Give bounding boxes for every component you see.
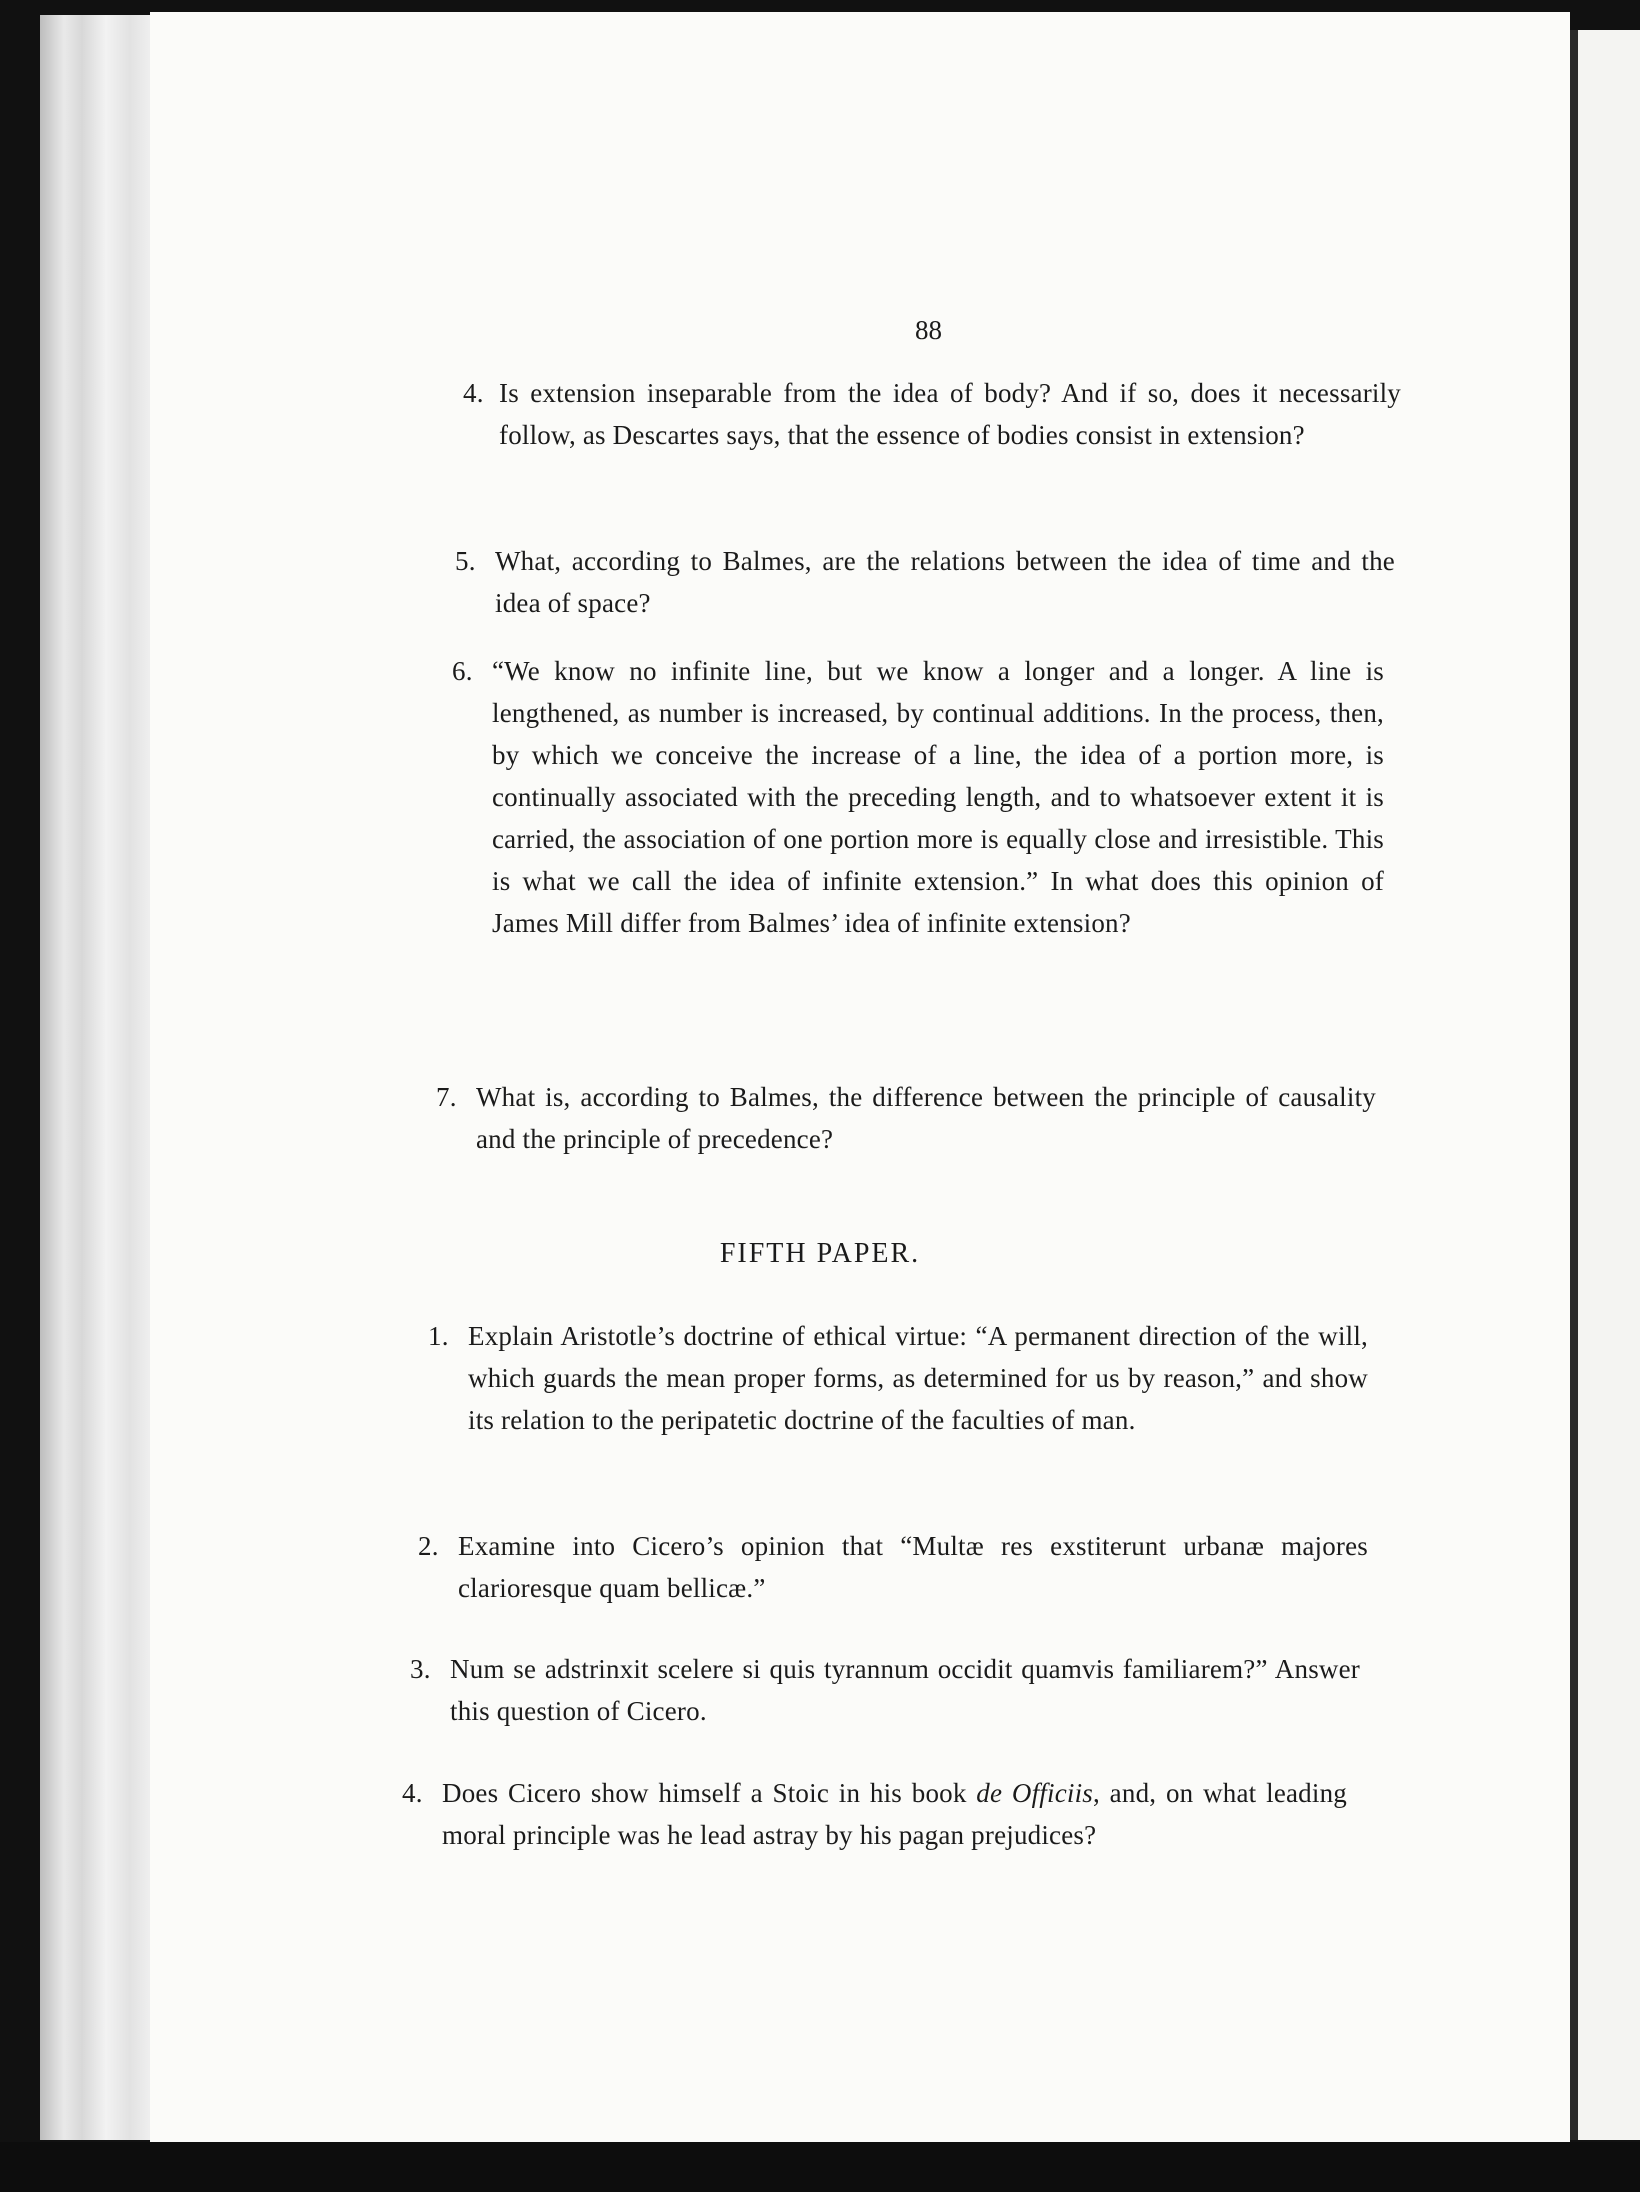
question-text <box>402 1772 1347 1856</box>
question-text <box>463 372 1401 456</box>
question-text-content: Does Cicero show himself a Stoic in his book <box>442 1778 977 1808</box>
question-number: 6. <box>452 656 473 686</box>
question-item <box>418 1525 1368 1609</box>
question-number: 2. <box>418 1531 439 1561</box>
question-item <box>410 1648 1360 1732</box>
question-text-content: Num se adstrinxit scelere si quis tyrannum occidit quamvis familiarem?” Answer this question of Cicero. <box>450 1654 1360 1726</box>
question-text-content: Explain Aristotle’s doctrine of ethical virtue: “A permanent direction of the will, which guards the mean proper forms, as determined for us by reason,” and show its relation to the peripatetic doctrine of the faculties of man. <box>468 1321 1368 1435</box>
question-text-content: What, according to Balmes, are the relations between the idea of time and the idea of space? <box>495 546 1395 618</box>
question-number: 1. <box>428 1321 449 1351</box>
question-number: 3. <box>410 1654 431 1684</box>
question-item <box>452 650 1384 944</box>
facing-page-edge <box>1570 30 1640 2140</box>
question-item <box>436 1076 1376 1160</box>
scan-bottom-border <box>0 2142 1640 2192</box>
question-text-content: Is extension inseparable from the idea of body? And if so, does it necessarily follow, as Descartes says, that the essence of bodies consist in extension? <box>499 378 1401 450</box>
question-number: 4. <box>463 378 484 408</box>
question-text <box>410 1648 1360 1732</box>
question-text-content: “We know no infinite line, but we know a longer and a longer. A line is lengthened, as number is increased, by continual additions. In the process, then, by which we conceive the increase of a line, the idea of a portion more, is continually associated with the preceding length, and to whatsoever extent it is carried, the association of one portion more is equally close and irresistible. This is what we call the idea of infinite extension.” In what does this opinion of James Mill differ from Balmes’ idea of infinite extension? <box>492 656 1384 938</box>
question-text-content: , and, on what leading moral principle was he lead astray by his pagan prejudices? <box>442 1778 1347 1850</box>
question-text-content: What is, according to Balmes, the difference between the principle of causality and the principle of precedence? <box>476 1082 1376 1154</box>
question-text <box>455 540 1395 624</box>
question-text <box>436 1076 1376 1160</box>
section-heading: FIFTH PAPER. <box>719 1238 921 1269</box>
book-title: de Officiis <box>976 1778 1093 1808</box>
page-number: 88 <box>915 315 942 345</box>
question-item <box>428 1315 1368 1441</box>
book-page-edges <box>40 15 160 2140</box>
question-item <box>402 1772 1347 1856</box>
question-text <box>452 650 1384 944</box>
question-item <box>463 372 1401 456</box>
question-text <box>428 1315 1368 1441</box>
question-number: 4. <box>402 1778 423 1808</box>
question-number: 5. <box>455 546 476 576</box>
question-text <box>418 1525 1368 1609</box>
question-text-content: Examine into Cicero’s opinion that “Multæ res exstiterunt urbanæ majores clarioresque quam bellicæ.” <box>458 1531 1368 1603</box>
question-number: 7. <box>436 1082 457 1112</box>
question-item <box>455 540 1395 624</box>
